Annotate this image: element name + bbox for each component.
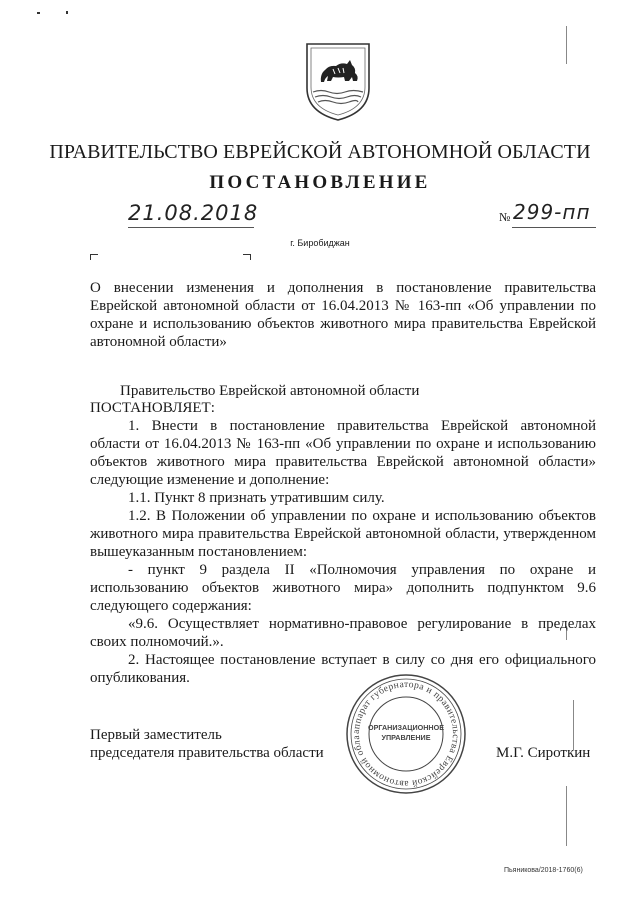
coat-of-arms-tiger-icon bbox=[303, 40, 373, 122]
document-type-heading: ПОСТАНОВЛЕНИЕ bbox=[209, 172, 431, 193]
item-1-paragraph: 1. Внести в постановление правительства Еврейской автономной области от 16.04.2013 № 163-пп «Об управлении по охране и использованию объектов животного мира правительства Еврейской автономной области» следующие изменение и дополнение: bbox=[90, 418, 596, 488]
document-subject: О внесении изменения и дополнения в постановление правительства Еврейской автономной области от 16.04.2013 № 163-пп «Об управлении по охране и использованию объектов животного мира правительства Еврейской автономной области» bbox=[90, 280, 596, 350]
organization-title: ПРАВИТЕЛЬСТВО ЕВРЕЙСКОЙ АВТОНОМНОЙ ОБЛАСТИ bbox=[49, 141, 591, 163]
item-2-paragraph: 2. Настоящее постановление вступает в силу со дня его официального опубликования. bbox=[90, 652, 596, 686]
date-underline bbox=[128, 227, 254, 228]
scan-dot bbox=[66, 11, 68, 14]
number-label: № bbox=[499, 210, 511, 224]
item-1-1-paragraph: 1.1. Пункт 8 признать утратившим силу. bbox=[128, 490, 385, 506]
item-1-2-quote-paragraph: «9.6. Осуществляет нормативно-правовое регулирование в пределах своих полномочий.». bbox=[90, 616, 596, 650]
scan-edge-line bbox=[566, 26, 567, 64]
subject-bracket-right bbox=[243, 254, 251, 260]
document-date-handwritten: 21.08.2018 bbox=[128, 201, 259, 225]
city-label: г. Биробиджан bbox=[290, 238, 350, 248]
executor-reference: Пьяникова/2018-1760(6) bbox=[504, 867, 583, 874]
official-stamp bbox=[344, 672, 468, 796]
signatory-title-line2: председателя правительства области bbox=[90, 745, 324, 761]
subject-bracket-left bbox=[90, 254, 98, 260]
emblem bbox=[303, 40, 373, 122]
signatory-name: М.Г. Сироткин bbox=[496, 745, 591, 761]
signatory-title bbox=[90, 726, 324, 762]
stamp-center-line1: ОРГАНИЗАЦИОННОЕ bbox=[367, 723, 445, 732]
scan-dot bbox=[37, 12, 40, 14]
item-1-2-bullet-paragraph: - пункт 9 раздела II «Полномочия управления по охране и использованию объектов животного мира» дополнить подпунктом 9.6 следующего содержания: bbox=[90, 562, 596, 614]
stamp-outer-text: аппарат губернатора и правительства Еврейской автономной обла bbox=[350, 678, 462, 790]
signatory-title-line1: Первый заместитель bbox=[90, 727, 222, 743]
scan-edge-line bbox=[566, 786, 567, 846]
document-number-handwritten: 299-пп bbox=[513, 200, 591, 224]
intro-paragraph: Правительство Еврейской автономной области bbox=[120, 383, 420, 399]
item-1-2-paragraph: 1.2. В Положении об управлении по охране и использованию объектов животного мира правительства Еврейской автономной области, утвержденном вышеуказанным постановлением: bbox=[90, 508, 596, 560]
stamp-center-line2: УПРАВЛЕНИЕ bbox=[381, 733, 431, 742]
scan-edge-line bbox=[573, 700, 574, 750]
resolves-heading: ПОСТАНОВЛЯЕТ: bbox=[90, 400, 215, 416]
number-underline bbox=[512, 227, 596, 228]
